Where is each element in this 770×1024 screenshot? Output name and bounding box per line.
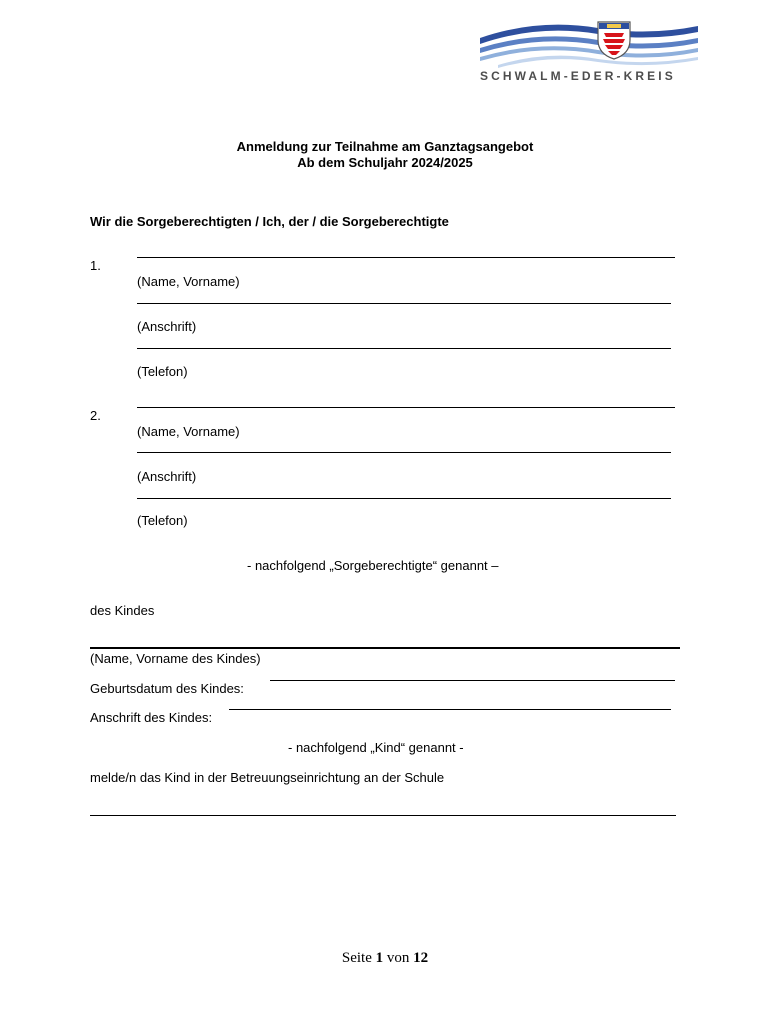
guardians-note: - nachfolgend „Sorgeberechtigte“ genannt – (247, 558, 499, 573)
page-number (0, 950, 770, 967)
logo-text: SCHWALM-EDER-KREIS (480, 69, 676, 83)
guardian-2-phone-field[interactable] (137, 498, 671, 499)
phone-label: (Telefon) (137, 364, 188, 379)
logo-waves-icon (478, 18, 700, 68)
registration-text: melde/n das Kind in der Betreuungseinrichtung an der Schule (90, 770, 445, 785)
child-name-label: (Name, Vorname des Kindes) (90, 651, 261, 666)
child-address-label: Anschrift des Kindes: (90, 710, 213, 725)
child-address-field[interactable] (229, 709, 671, 710)
guardian-1-phone-field[interactable] (137, 348, 671, 349)
child-note: - nachfolgend „Kind“ genannt - (288, 740, 464, 755)
name-label: (Name, Vorname) (137, 424, 240, 439)
school-year: Ab dem Schuljahr 2024/2025 (297, 155, 473, 170)
form-title: Anmeldung zur Teilnahme am Ganztagsangebot (236, 139, 534, 154)
guardian-number: 1. (90, 258, 101, 273)
address-label: (Anschrift) (137, 319, 197, 334)
school-name-field[interactable] (90, 815, 676, 816)
page-separator: von (386, 950, 410, 966)
page-prefix: Seite (341, 950, 372, 966)
birthdate-label: Geburtsdatum des Kindes: (90, 681, 244, 696)
child-name-field[interactable] (90, 647, 680, 649)
guardian-1-address-field[interactable] (137, 303, 671, 304)
guardian-number: 2. (90, 408, 101, 423)
guardian-2-name-field[interactable] (137, 407, 675, 408)
name-label: (Name, Vorname) (137, 274, 240, 289)
guardians-intro: Wir die Sorgeberechtigten / Ich, der / die Sorgeberechtigte (90, 214, 449, 229)
address-label: (Anschrift) (137, 469, 197, 484)
guardian-1-name-field[interactable] (137, 257, 675, 258)
total-pages: 12 (413, 950, 429, 966)
phone-label: (Telefon) (137, 513, 188, 528)
child-intro: des Kindes (90, 603, 155, 618)
coat-of-arms-icon (596, 20, 632, 60)
guardian-2-address-field[interactable] (137, 452, 671, 453)
birthdate-field[interactable] (270, 680, 675, 681)
current-page: 1 (375, 950, 384, 966)
